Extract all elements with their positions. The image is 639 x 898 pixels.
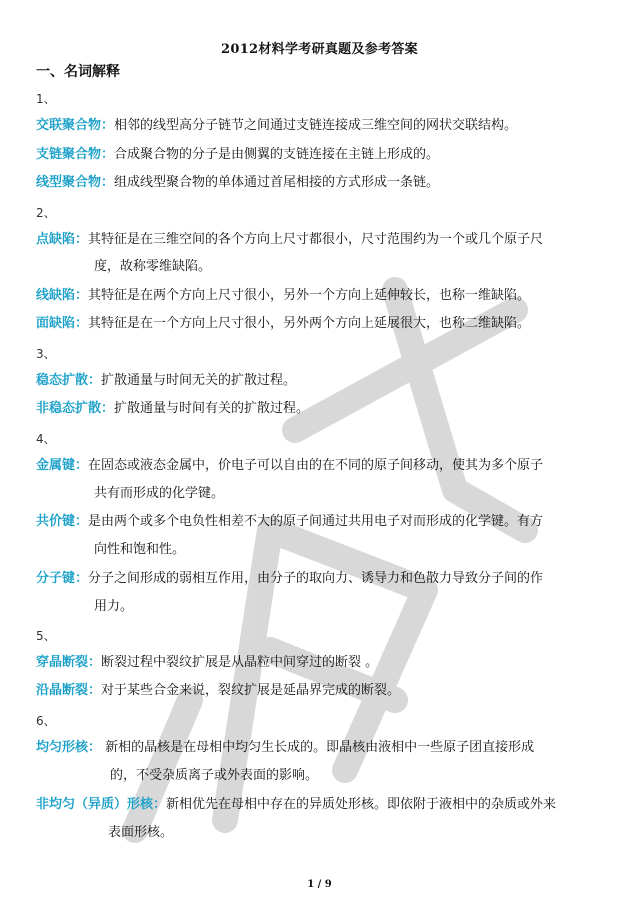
term-definition: 扩散通量与时间无关的扩散过程。 [101, 373, 297, 388]
term-definition-continued: 向性和饱和性。 [94, 542, 186, 557]
term-unsteady-diffusion [36, 396, 615, 421]
term-definition: 合成聚合物的分子是由侧翼的支链连接在主链上形成的。 [114, 147, 440, 162]
term-label: 稳态扩散： [36, 373, 102, 388]
group-number-6: 6、 [36, 714, 56, 728]
term-definition: 其特征是在三维空间的各个方向上尺寸都很小，尺寸范围约为一个或几个原子尺 [88, 232, 544, 247]
term-planar-defect [36, 311, 615, 336]
section-heading: 一、名词解释 [36, 64, 120, 80]
term-steady-diffusion [36, 368, 615, 393]
term-covalent-bond [36, 509, 615, 534]
term-branched-polymer [36, 142, 615, 167]
term-definition-continued: 表面形核。 [108, 825, 174, 840]
term-label: 沿晶断裂： [36, 683, 102, 698]
term-molecular-bond [36, 566, 615, 591]
term-definition-continued: 的，不受杂质离子或外表面的影响。 [110, 768, 319, 783]
term-line-defect [36, 283, 615, 308]
term-crosslinked-polymer [36, 113, 615, 138]
term-intergranular-fracture [36, 678, 615, 703]
term-definition: 对于某些合金来说，裂纹扩展是延晶界完成的断裂。 [101, 683, 401, 698]
term-label: 非稳态扩散： [36, 401, 115, 416]
term-definition: 在固态或液态金属中，价电子可以自由的在不同的原子间移动，使其为多个原子 [88, 458, 544, 473]
term-definition: 其特征是在一个方向上尺寸很小，另外两个方向上延展很大，也称二维缺陷。 [88, 316, 531, 331]
term-definition: 其特征是在两个方向上尺寸很小，另外一个方向上延伸较长，也称一维缺陷。 [88, 288, 531, 303]
term-label: 分子键： [36, 571, 89, 586]
term-label: 穿晶断裂： [36, 655, 102, 670]
term-definition: 扩散通量与时间有关的扩散过程。 [114, 401, 310, 416]
term-heterogeneous-nucleation [36, 792, 615, 817]
term-label: 线缺陷： [36, 288, 89, 303]
term-label: 点缺陷： [36, 232, 89, 247]
term-definition-continued: 共有而形成的化学键。 [94, 486, 225, 501]
term-label: 共价键： [36, 514, 89, 529]
group-number-4: 4、 [36, 432, 56, 446]
group-number-1: 1、 [36, 92, 56, 106]
term-definition: 相邻的线型高分子链节之间通过支链连接成三维空间的网状交联结构。 [114, 118, 518, 133]
term-transgranular-fracture [36, 650, 615, 675]
term-label: 面缺陷： [36, 316, 89, 331]
term-label: 交联聚合物： [36, 118, 115, 133]
term-definition: 新相优先在母相中存在的异质处形核。即依附于液相中的杂质或外来 [166, 797, 557, 812]
term-label: 线型聚合物： [36, 175, 115, 190]
term-definition: 是由两个或多个电负性相差不大的原子间通过共用电子对而形成的化学键。有方 [88, 514, 544, 529]
term-definition-continued: 度，故称零维缺陷。 [94, 259, 212, 274]
term-definition-continued: 用力。 [94, 599, 134, 614]
term-metallic-bond [36, 453, 615, 478]
term-label: 非均匀（异质）形核： [36, 797, 167, 812]
group-number-3: 3、 [36, 347, 56, 361]
term-label: 支链聚合物： [36, 147, 115, 162]
term-definition: 新相的晶核是在母相中均匀生长成的。即晶核由液相中一些原子团直接形成 [101, 740, 535, 755]
term-definition: 断裂过程中裂纹扩展是从晶粒中间穿过的断裂 。 [101, 655, 379, 670]
term-label: 均匀形核： [36, 740, 102, 755]
term-definition: 分子之间形成的弱相互作用，由分子的取向力、诱导力和色散力导致分子间的作 [88, 571, 544, 586]
term-homogeneous-nucleation [36, 735, 615, 760]
group-number-2: 2、 [36, 206, 56, 220]
document-title: 2012材料学考研真题及参考答案 [221, 42, 418, 57]
term-point-defect [36, 227, 615, 252]
page-number: 1 / 9 [307, 879, 332, 890]
term-definition: 组成线型聚合物的单体通过首尾相接的方式形成一条链。 [114, 175, 440, 190]
term-linear-polymer [36, 170, 615, 195]
group-number-5: 5、 [36, 629, 56, 643]
term-label: 金属键： [36, 458, 89, 473]
